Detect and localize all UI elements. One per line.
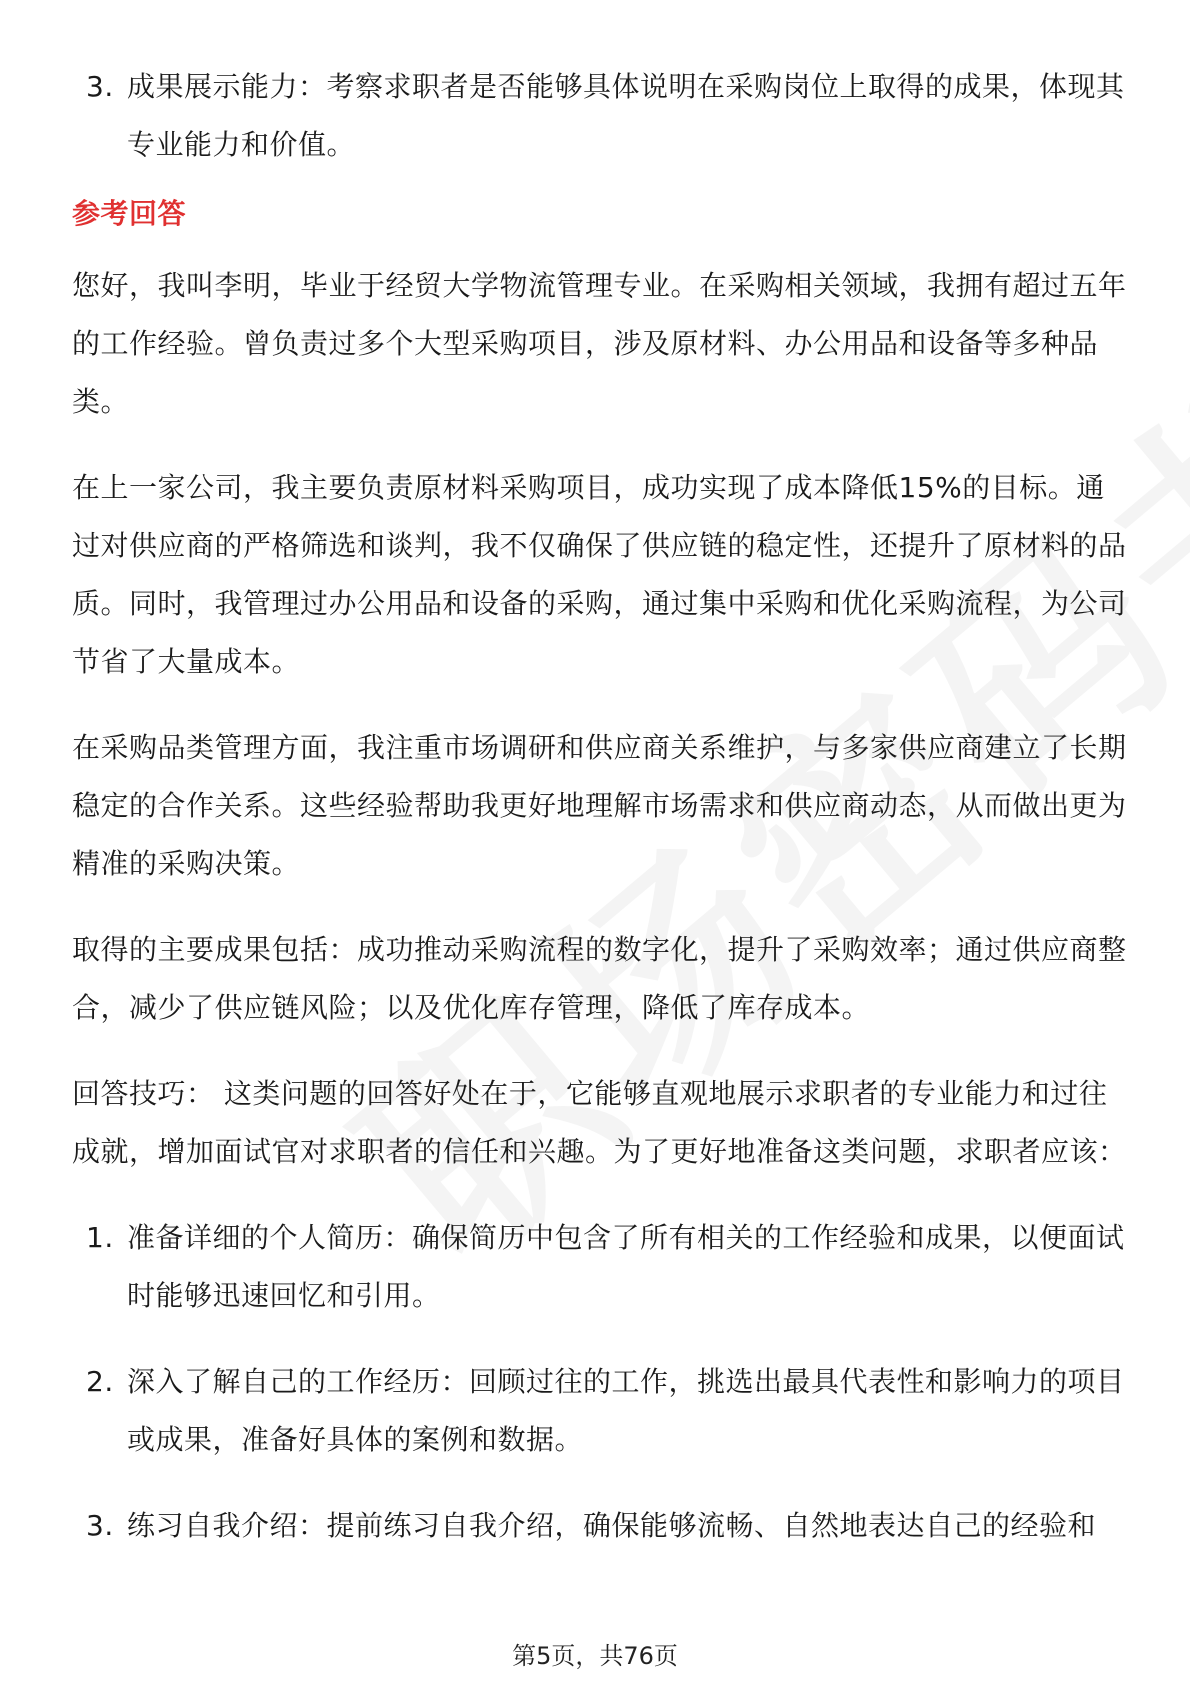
list-text: 深入了解自己的工作经历：回顾过往的工作，挑选出最具代表性和影响力的项目或成果，准备好具体的案例和数据。: [127, 1365, 1125, 1456]
list-number: 3.: [86, 70, 114, 103]
tip-item: [72, 1353, 1132, 1469]
list-number: 3.: [86, 1509, 114, 1542]
list-number: 1.: [86, 1221, 114, 1254]
list-text: 准备详细的个人简历：确保简历中包含了所有相关的工作经验和成果，以便面试时能够迅速回忆和引用。: [127, 1221, 1125, 1312]
paragraph-category-management: 在采购品类管理方面，我注重市场调研和供应商关系维护，与多家供应商建立了长期稳定的合作关系。这些经验帮助我更好地理解市场需求和供应商动态，从而做出更为精准的采购决策。: [72, 731, 1127, 880]
paragraph-answer-tips: 回答技巧： 这类问题的回答好处在于，它能够直观地展示求职者的专业能力和过往成就，增加面试官对求职者的信任和兴趣。为了更好地准备这类问题，求职者应该：: [72, 1077, 1127, 1168]
list-text: 成果展示能力：考察求职者是否能够具体说明在采购岗位上取得的成果，体现其专业能力和价值。: [127, 70, 1125, 161]
paragraph-achievements: 取得的主要成果包括：成功推动采购流程的数字化，提升了采购效率；通过供应商整合，减少了供应链风险；以及优化库存管理，降低了库存成本。: [72, 933, 1127, 1024]
page-footer: 第5页，共76页: [512, 1642, 678, 1670]
tip-item: [72, 1497, 1132, 1555]
paragraph-intro: 您好，我叫李明，毕业于经贸大学物流管理专业。在采购相关领域，我拥有超过五年的工作经验。曾负责过多个大型采购项目，涉及原材料、办公用品和设备等多种品类。: [72, 269, 1127, 418]
list-text: 练习自我介绍：提前练习自我介绍，确保能够流畅、自然地表达自己的经验和: [127, 1509, 1097, 1542]
list-number: 2.: [86, 1365, 114, 1398]
document-body: [72, 58, 1132, 1555]
section-title: 参考回答: [72, 197, 187, 230]
tip-item: [72, 1209, 1132, 1325]
intro-list-item: [72, 58, 1132, 174]
paragraph-experience: 在上一家公司，我主要负责原材料采购项目，成功实现了成本降低15%的目标。通过对供应商的严格筛选和谈判，我不仅确保了供应链的稳定性，还提升了原材料的品质。同时，我管理过办公用品和设备的采购，通过集中采购和优化采购流程，为公司节省了大量成本。: [72, 471, 1127, 678]
